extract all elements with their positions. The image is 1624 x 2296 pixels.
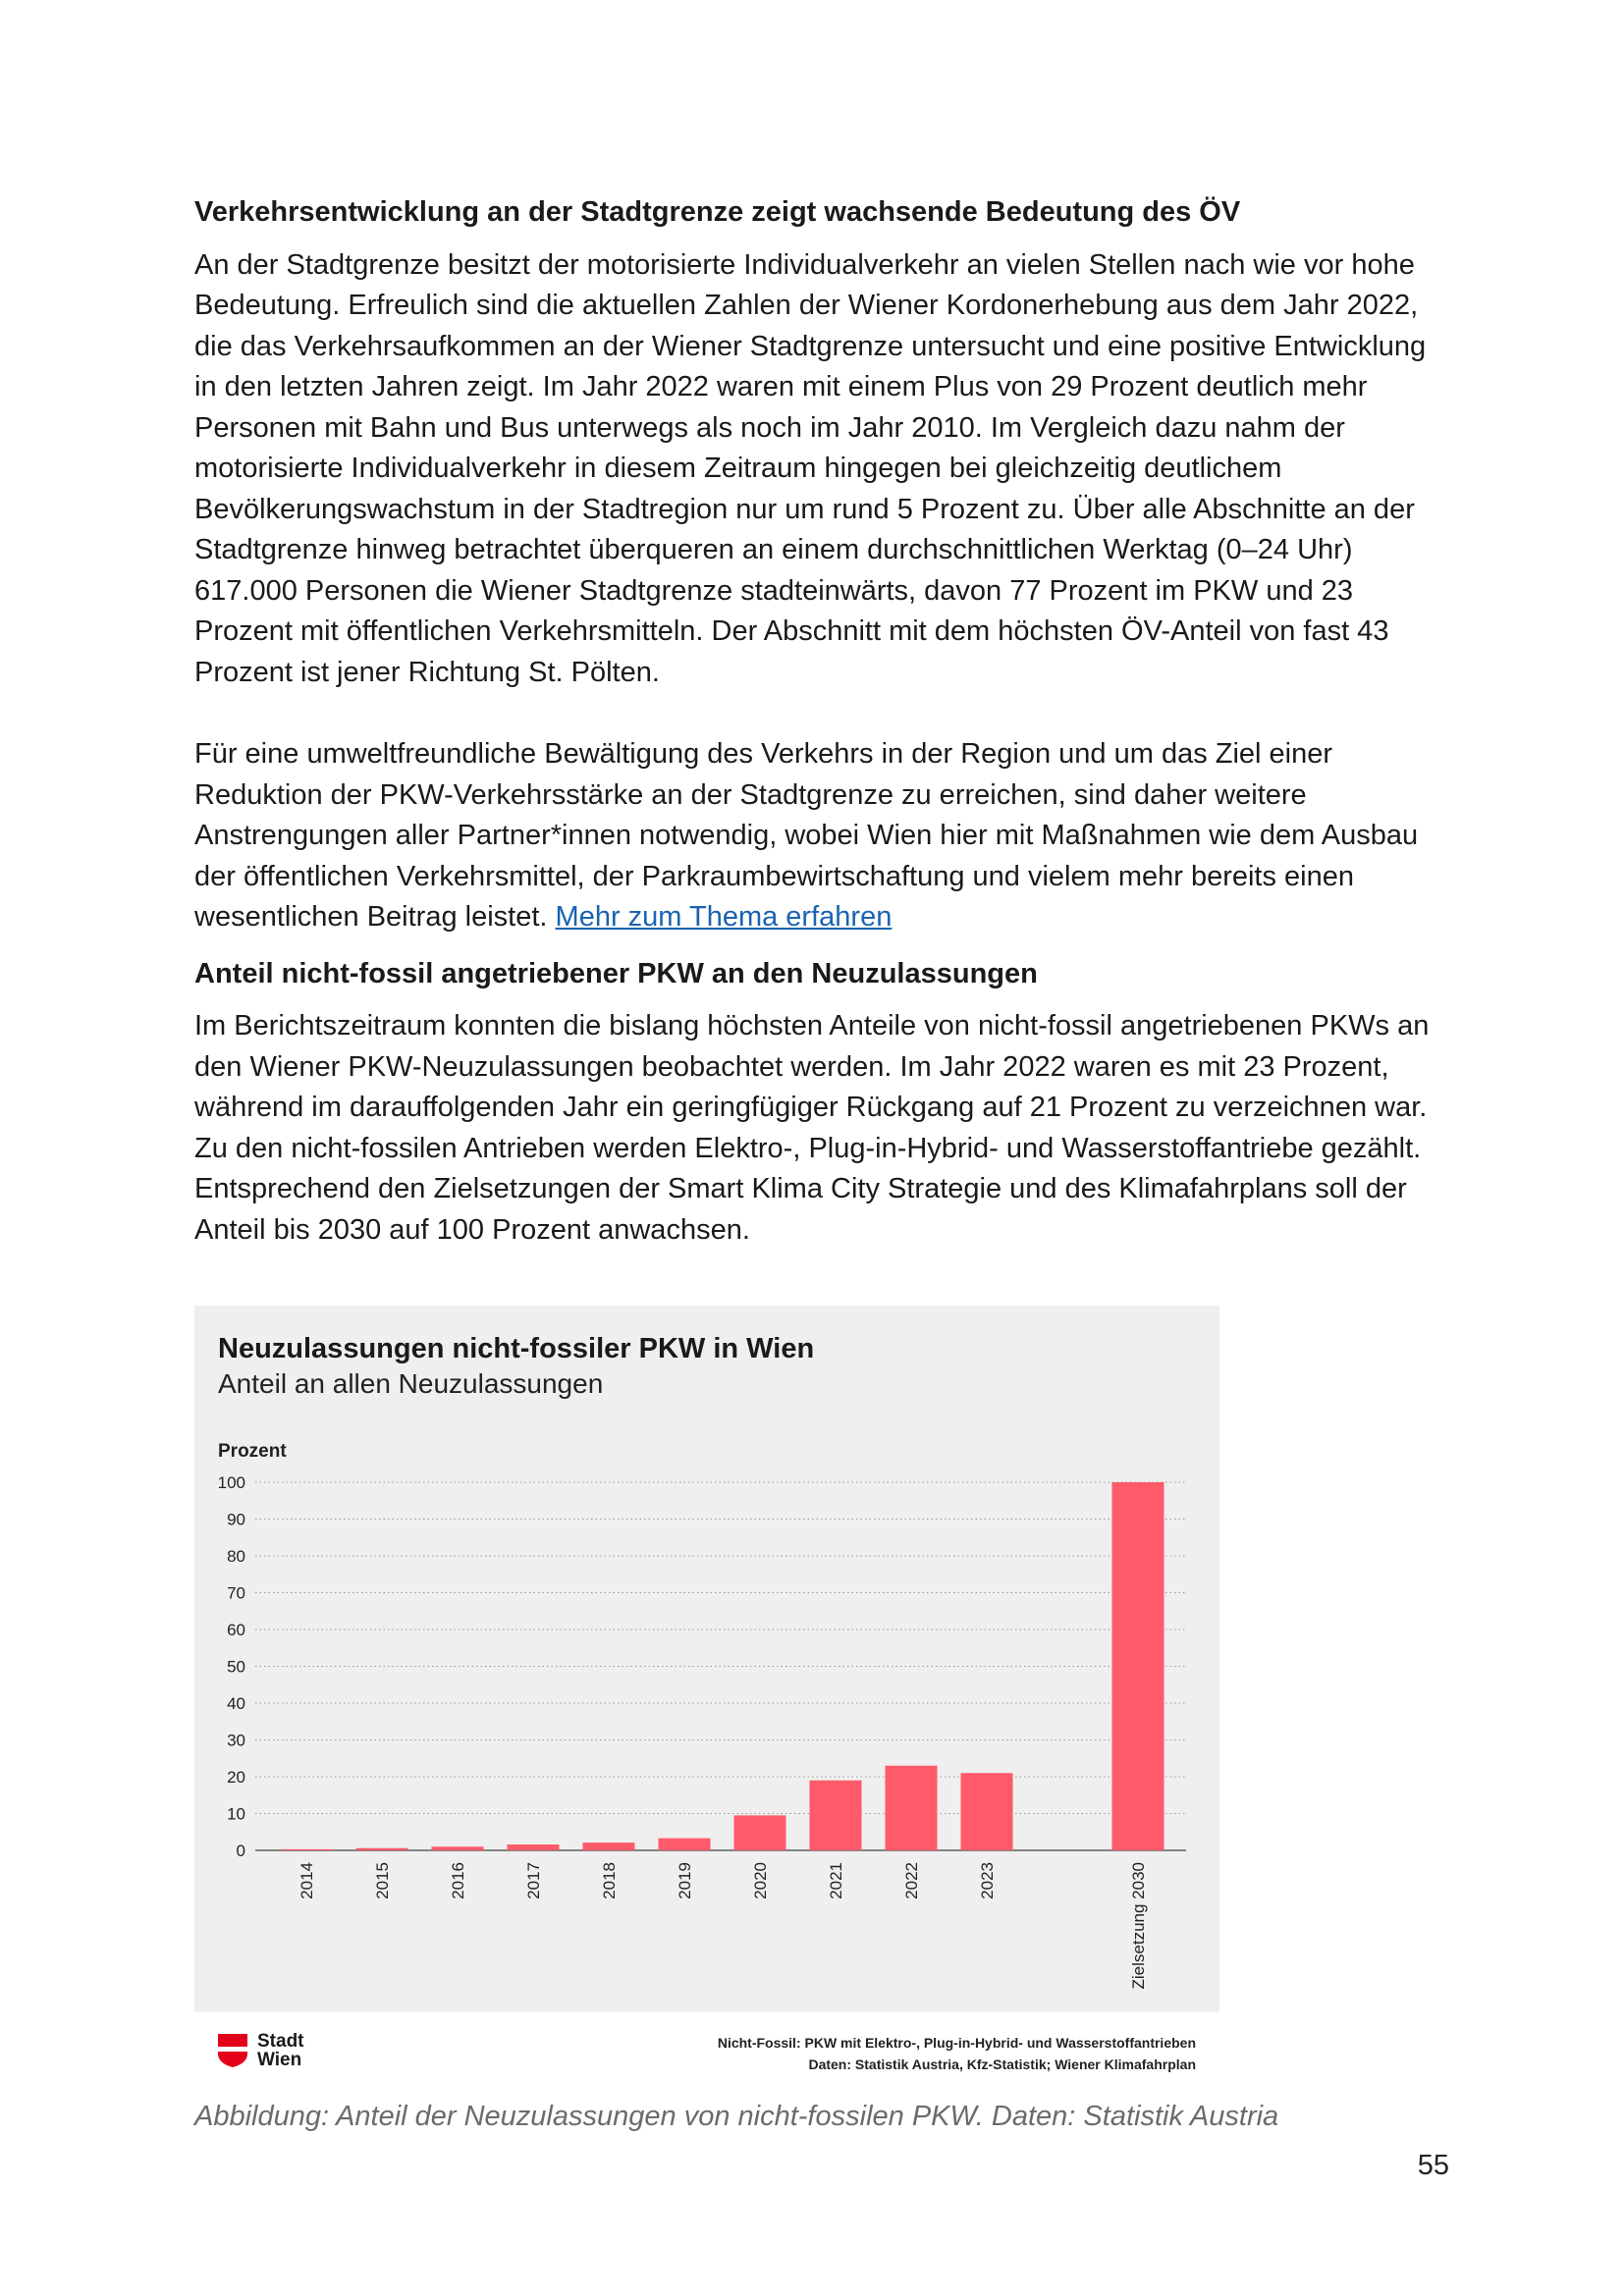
paragraph-measures-text: Für eine umweltfreundliche Bewältigung des Verkehrs in der Region und um das Ziel einer Reduktion der PKW-Verkehrsstärke an der Stadtgrenze zu erreichen, sind daher weitere Anstrengungen aller Partner*innen notwendig, wobei Wien hier mit Maßnahmen wie dem Ausbau der öffentlichen Verkehrsmittel, der Parkraumbewirtschaftung und vielem mehr bereits einen wesentlichen Beitrag leistet. xyxy=(194,738,1419,934)
figure-caption: Abbildung: Anteil der Neuzulassungen von nicht-fossilen PKW. Daten: Statistik Austria xyxy=(194,2101,1279,2132)
y-tick-label: 0 xyxy=(236,1842,245,1860)
bar xyxy=(659,1839,711,1850)
x-tick-label: Zielsetzung 2030 xyxy=(1129,1862,1148,1990)
chart-note-source: Daten: Statistik Austria, Kfz-Statistik; Wiener Klimafahrplan xyxy=(808,2056,1196,2072)
bar xyxy=(810,1781,862,1850)
y-tick-label: 80 xyxy=(227,1547,245,1566)
x-tick-label: 2016 xyxy=(449,1862,467,1899)
x-tick-label: 2018 xyxy=(600,1862,619,1899)
chart-note-definition: Nicht-Fossil: PKW mit Elektro-, Plug-in-Hybrid- und Wasserstoffantrieben xyxy=(717,2035,1196,2051)
bar xyxy=(961,1773,1013,1850)
y-tick-label: 30 xyxy=(227,1731,245,1750)
x-tick-label: 2022 xyxy=(902,1862,921,1899)
paragraph-gap xyxy=(194,693,1451,734)
chart-subtitle: Anteil an allen Neuzulassungen xyxy=(218,1368,604,1399)
x-tick-label: 2020 xyxy=(751,1862,770,1899)
more-info-link[interactable]: Mehr zum Thema erfahren xyxy=(555,901,893,934)
chart-title: Neuzulassungen nicht-fossiler PKW in Wien xyxy=(218,1333,815,1364)
logo-line-2: Wien xyxy=(257,2050,302,2070)
bar xyxy=(734,1815,786,1850)
bar xyxy=(1112,1482,1164,1850)
bar xyxy=(356,1848,408,1850)
x-tick-label: 2021 xyxy=(827,1862,845,1899)
paragraph-traffic: An der Stadtgrenze besitzt der motorisierte Individualverkehr an vielen Stellen nach wie vor hohe Bedeutung. Erfreulich sind die aktuellen Zahlen der Wiener Kordonerhebung aus dem Jahr 2022, die das Verkehrsaufkommen an der Wiener Stadtgrenze untersucht und eine positive Entwicklung in den letzten Jahren zeigt. Im Jahr 2022 waren mit einem Plus von 29 Prozent deutlich mehr Personen mit Bahn und Bus unterwegs als noch im Jahr 2010. Im Vergleich dazu nahm der motorisierte Individualverkehr in diesem Zeitraum hingegen bei gleichzeitig deutlichem Bevölkerungswachstum in der Stadtregion nur um rund 5 Prozent zu. Über alle Abschnitte an der Stadtgrenze hinweg betrachtet überqueren an einem durchschnittlichen Werktag (0–24 Uhr) 617.000 Personen die Wiener Stadtgrenze stadteinwärts, davon 77 Prozent im PKW und 23 Prozent mit öffentlichen Verkehrsmitteln. Der Abschnitt mit dem höchsten ÖV-Anteil von fast 43 Prozent ist jener Richtung St. Pölten. xyxy=(194,248,1427,688)
stadt-wien-logo xyxy=(218,2032,304,2069)
bar xyxy=(583,1842,635,1850)
chart-notes xyxy=(718,2032,1196,2075)
page-number: 55 xyxy=(1417,2150,1449,2181)
bar-chart xyxy=(194,1306,1219,2012)
wien-flag-icon xyxy=(218,2034,247,2067)
section-heading-traffic: Verkehrsentwicklung an der Stadtgrenze zeigt wachsende Bedeutung des ÖV xyxy=(194,196,1241,228)
page-content xyxy=(194,194,1451,1251)
logo-line-1: Stadt xyxy=(257,2031,304,2052)
logo-text xyxy=(257,2032,304,2069)
y-tick-label: 90 xyxy=(227,1510,245,1529)
x-tick-label: 2017 xyxy=(524,1862,543,1899)
paragraph-measures xyxy=(194,734,1451,938)
y-tick-label: 70 xyxy=(227,1583,245,1603)
x-tick-label: 2015 xyxy=(373,1862,392,1899)
y-axis-label: Prozent xyxy=(218,1441,287,1462)
x-tick-label: 2019 xyxy=(676,1862,694,1899)
y-tick-label: 50 xyxy=(227,1657,245,1677)
paragraph-registrations: Im Berichtszeitraum konnten die bislang höchsten Anteile von nicht-fossil angetriebenen PKWs an den Wiener PKW-Neuzulassungen beobachtet werden. Im Jahr 2022 waren es mit 23 Prozent, während im darauffolgenden Jahr ein geringfügiger Rückgang auf 21 Prozent zu verzeichnen war. Zu den nicht-fossilen Antrieben werden Elektro-, Plug-in-Hybrid- und Wasserstoffantriebe gezählt. Entsprechend den Zielsetzungen der Smart Klima City Strategie und des Klimafahrplans soll der Anteil bis 2030 auf 100 Prozent anwachsen. xyxy=(194,1010,1430,1246)
section-heading-registrations: Anteil nicht-fossil angetriebener PKW an den Neuzulassungen xyxy=(194,957,1038,989)
y-tick-label: 40 xyxy=(227,1694,245,1713)
x-tick-label: 2023 xyxy=(978,1862,997,1899)
y-tick-label: 20 xyxy=(227,1768,245,1787)
chart-figure xyxy=(194,1306,1219,2012)
x-tick-label: 2014 xyxy=(298,1862,316,1899)
y-tick-label: 100 xyxy=(217,1473,245,1492)
bar xyxy=(432,1846,484,1850)
bar xyxy=(281,1849,333,1850)
figure-footer xyxy=(194,2024,1219,2079)
y-tick-label: 10 xyxy=(227,1804,245,1824)
bar xyxy=(886,1766,938,1850)
bar xyxy=(508,1844,560,1850)
y-tick-label: 60 xyxy=(227,1621,245,1639)
